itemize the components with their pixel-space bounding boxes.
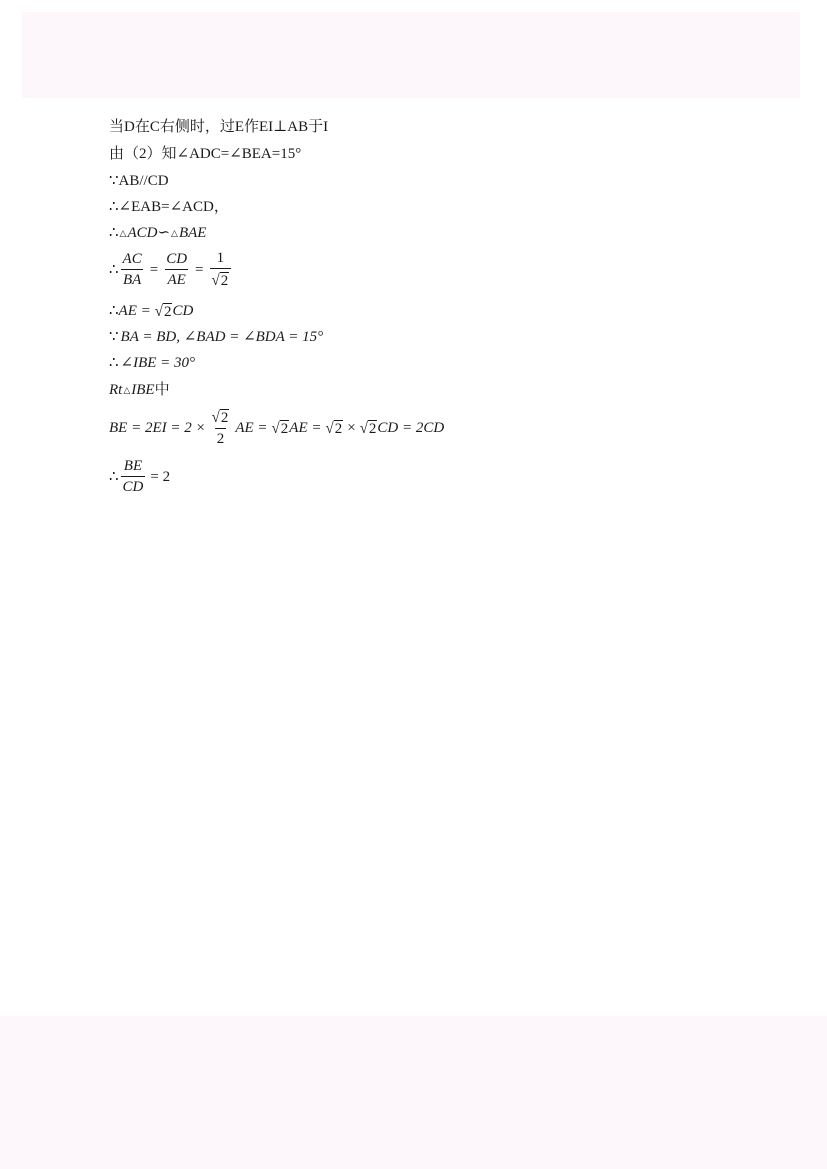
rt-label: Rt	[109, 382, 123, 398]
line-3	[109, 174, 169, 189]
line-11-part-d: CD = 2CD	[377, 419, 445, 436]
fraction-numerator: CD	[166, 251, 188, 267]
radicand: 2	[334, 420, 343, 437]
fraction-be-cd	[121, 459, 146, 495]
fraction-numerator: AC	[122, 251, 142, 267]
line-5	[109, 226, 206, 241]
line-7-lhs: AE =	[118, 303, 151, 319]
therefore-mark: ∴	[109, 225, 119, 241]
square-root: √ 2	[211, 272, 229, 290]
fraction-numerator: 1	[216, 250, 225, 266]
fraction-denominator: CD	[121, 476, 146, 495]
therefore-mark: ∴	[109, 303, 119, 319]
square-root: √ 2	[211, 409, 229, 427]
fraction-denominator: AE	[165, 269, 187, 288]
footer-band	[0, 1016, 827, 1169]
line-9	[109, 356, 195, 371]
line-11-part-b: AE =	[235, 419, 268, 436]
line-6	[109, 251, 233, 289]
line-11	[109, 409, 444, 447]
line-7	[109, 303, 193, 320]
triangle-bae: BAE	[178, 225, 207, 241]
line-7-rhs: CD	[172, 303, 194, 319]
fraction-denominator: 2	[215, 428, 227, 447]
line-10	[109, 383, 170, 398]
because-mark: ∵	[109, 173, 119, 189]
line-2-text: 由（2）知∠ADC=∠BEA=15°	[109, 146, 302, 162]
fraction-denominator	[210, 268, 232, 289]
line-12	[109, 459, 170, 495]
triangle-symbol: △	[171, 228, 178, 238]
triangle-acd: ACD	[127, 225, 158, 241]
square-root: √ 2	[359, 420, 377, 437]
line-3-text: AB//CD	[118, 173, 169, 189]
line-10-zh: 中	[154, 382, 170, 398]
line-4-text: ∠EAB=∠ACD，	[118, 199, 229, 215]
line-8-text: BA = BD, ∠BAD = ∠BDA = 15°	[120, 329, 324, 345]
equals-sign: =	[149, 261, 159, 278]
triangle-ibe: IBE	[131, 382, 155, 398]
equals-sign: =	[195, 261, 204, 278]
square-root: √ 2	[271, 420, 289, 437]
fraction-numerator	[210, 409, 232, 428]
therefore-mark: ∴	[109, 468, 119, 485]
fraction-one-over-root-two	[210, 251, 232, 289]
header-band	[22, 12, 800, 98]
line-11-part-a: BE = 2EI = 2 ×	[109, 419, 206, 436]
radicand: 2	[220, 410, 229, 426]
line-9-text: ∠IBE = 30°	[120, 355, 196, 371]
because-mark: ∵	[109, 329, 119, 345]
line-1	[109, 120, 328, 135]
line-12-rhs: = 2	[150, 468, 171, 485]
fraction-cd-ae	[164, 252, 189, 288]
fraction-root-two-over-two	[210, 409, 232, 447]
line-1-text: 当D在C右侧时，过E作EI⊥AB于I	[109, 119, 329, 135]
line-4	[109, 200, 229, 215]
fraction-denominator: BA	[121, 269, 143, 288]
triangle-symbol: △	[119, 228, 127, 238]
times-sign: ×	[347, 419, 356, 436]
fraction-ac-ba	[121, 252, 144, 288]
radicand: 2	[368, 420, 377, 437]
line-11-part-c: AE =	[289, 419, 322, 436]
fraction-numerator: BE	[123, 458, 143, 474]
radicand: 2	[163, 304, 172, 320]
square-root: √ 2	[325, 420, 343, 437]
radicand: 2	[280, 420, 289, 437]
line-2	[109, 147, 301, 162]
square-root: √ 2	[154, 303, 172, 321]
line-8	[109, 330, 323, 345]
similar-symbol: ∽	[157, 225, 171, 241]
therefore-mark: ∴	[109, 261, 119, 278]
therefore-mark: ∴	[109, 355, 119, 371]
therefore-mark: ∴	[109, 199, 119, 215]
triangle-symbol: △	[123, 385, 131, 395]
radicand: 2	[220, 273, 229, 289]
